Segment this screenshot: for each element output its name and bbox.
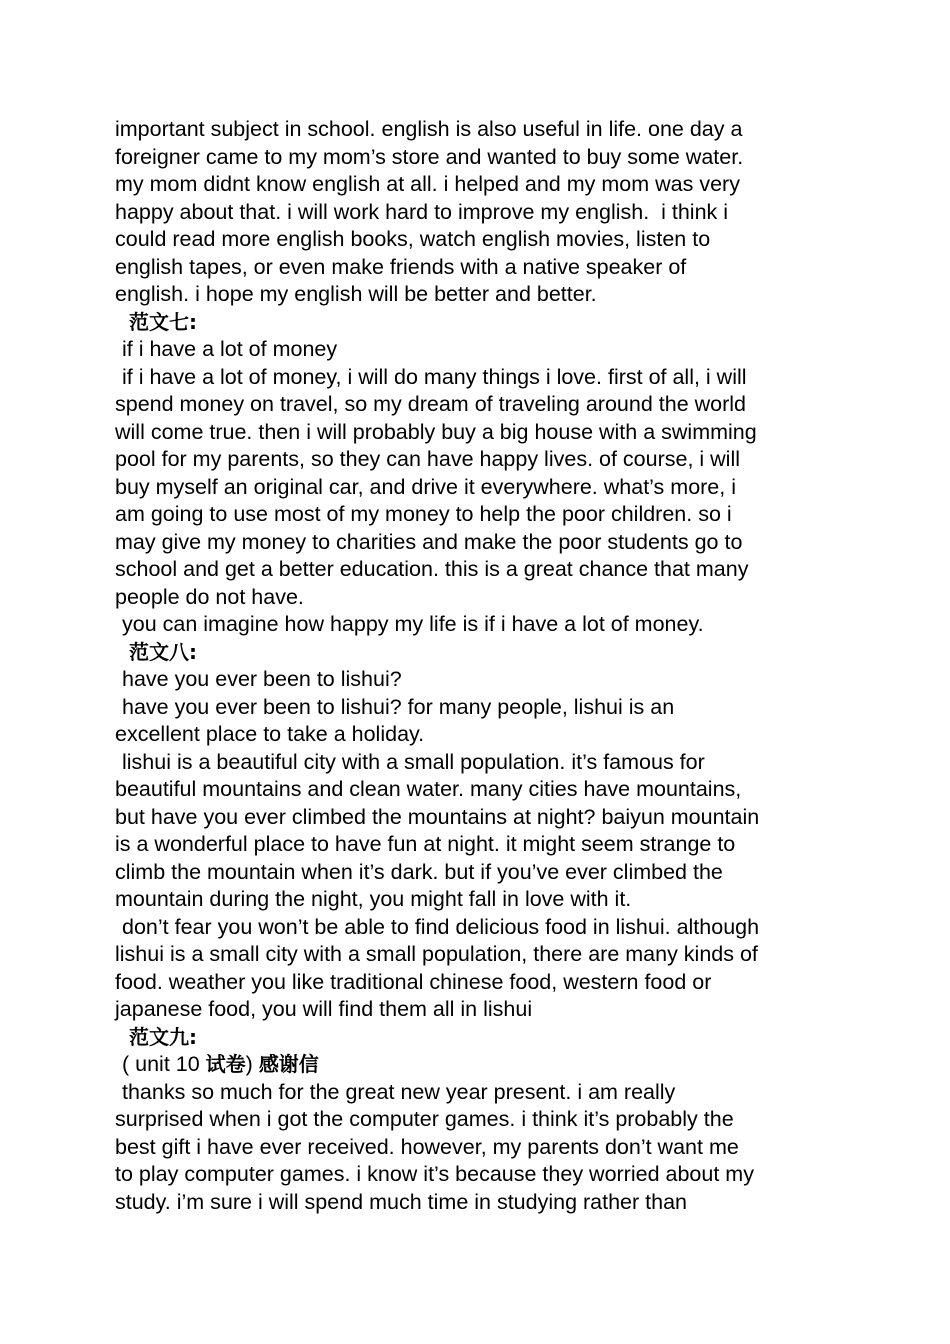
title-prefix: ( unit 10 xyxy=(122,1052,206,1076)
essay-9-paragraph xyxy=(115,1079,840,1217)
essay-9-heading: 范文九: xyxy=(129,1024,197,1049)
text-line: climb the mountain when it’s dark. but if you’ve ever climbed the xyxy=(115,859,723,884)
text-line: surprised when i got the computer games. i think it’s probably the xyxy=(115,1107,734,1131)
essay-8-paragraph-2 xyxy=(115,749,840,914)
text-line: study. i’m sure i will spend much time in studying rather than xyxy=(115,1189,687,1214)
text-line: english. i hope my english will be better and better. xyxy=(115,282,597,306)
text-line: japanese food, you will find them all in lishui xyxy=(115,997,533,1021)
essay-9-title xyxy=(115,1051,840,1079)
essay-7-heading: 范文七: xyxy=(129,309,197,334)
essay-7-paragraph xyxy=(115,364,840,612)
text-line: lishui is a small city with a small population, there are many kinds of xyxy=(115,942,758,966)
essay-prev-paragraph xyxy=(115,116,840,309)
text-line: have you ever been to lishui? for many people, lishui is an xyxy=(122,694,675,719)
text-line: could read more english books, watch english movies, listen to xyxy=(115,227,711,251)
text-line: lishui is a beautiful city with a small population. it’s famous for xyxy=(122,749,705,774)
text-line: happy about that. i will work hard to improve my english. i think i xyxy=(115,199,729,224)
text-line: people do not have. xyxy=(115,584,304,609)
essay-7-title: if i have a lot of money xyxy=(122,337,338,361)
text-line: if i have a lot of money, i will do many things i love. first of all, i will xyxy=(122,364,747,389)
text-line: thanks so much for the great new year present. i am really xyxy=(122,1079,676,1104)
text-line: school and get a better education. this is a great chance that many xyxy=(115,557,749,581)
text-line: excellent place to take a holiday. xyxy=(115,722,425,746)
text-line: may give my money to charities and make the poor students go to xyxy=(115,529,743,554)
document-page xyxy=(115,116,840,1216)
text-line: am going to use most of my money to help the poor children. so i xyxy=(115,502,732,526)
title-cjk-exam: 试卷 xyxy=(205,1052,246,1076)
text-line: but have you ever climbed the mountains at night? baiyun mountain xyxy=(115,804,760,829)
text-line: is a wonderful place to have fun at night. it might seem strange to xyxy=(115,832,736,856)
essay-8-heading: 范文八: xyxy=(129,639,197,664)
text-line: spend money on travel, so my dream of traveling around the world xyxy=(115,392,746,416)
text-line: english tapes, or even make friends with a native speaker of xyxy=(115,254,687,279)
text-line: will come true. then i will probably buy a big house with a swimming xyxy=(115,419,757,444)
essay-8-title: have you ever been to lishui? xyxy=(122,667,402,691)
text-line: food. weather you like traditional chinese food, western food or xyxy=(115,969,712,994)
text-line: buy myself an original car, and drive it everywhere. what’s more, i xyxy=(115,474,736,499)
essay-8-paragraph-1 xyxy=(115,694,840,749)
text-line: pool for my parents, so they can have happy lives. of course, i will xyxy=(115,447,741,471)
text-line: my mom didnt know english at all. i helped and my mom was very xyxy=(115,172,740,196)
text-line: foreigner came to my mom’s store and wanted to buy some water. xyxy=(115,144,744,169)
text-line: mountain during the night, you might fall in love with it. xyxy=(115,887,632,911)
title-cjk-letter: 感谢信 xyxy=(258,1052,319,1076)
text-line: important subject in school. english is also useful in life. one day a xyxy=(115,117,743,141)
text-line: best gift i have ever received. however, my parents don’t want me xyxy=(115,1134,739,1159)
title-mid: ) xyxy=(245,1052,259,1076)
essay-8-paragraph-3 xyxy=(115,914,840,1024)
text-line: don’t fear you won’t be able to find delicious food in lishui. although xyxy=(122,914,760,939)
essay-7-closing: you can imagine how happy my life is if i have a lot of money. xyxy=(122,612,704,636)
text-line: to play computer games. i know it’s because they worried about my xyxy=(115,1162,754,1186)
text-line: beautiful mountains and clean water. many cities have mountains, xyxy=(115,777,742,801)
